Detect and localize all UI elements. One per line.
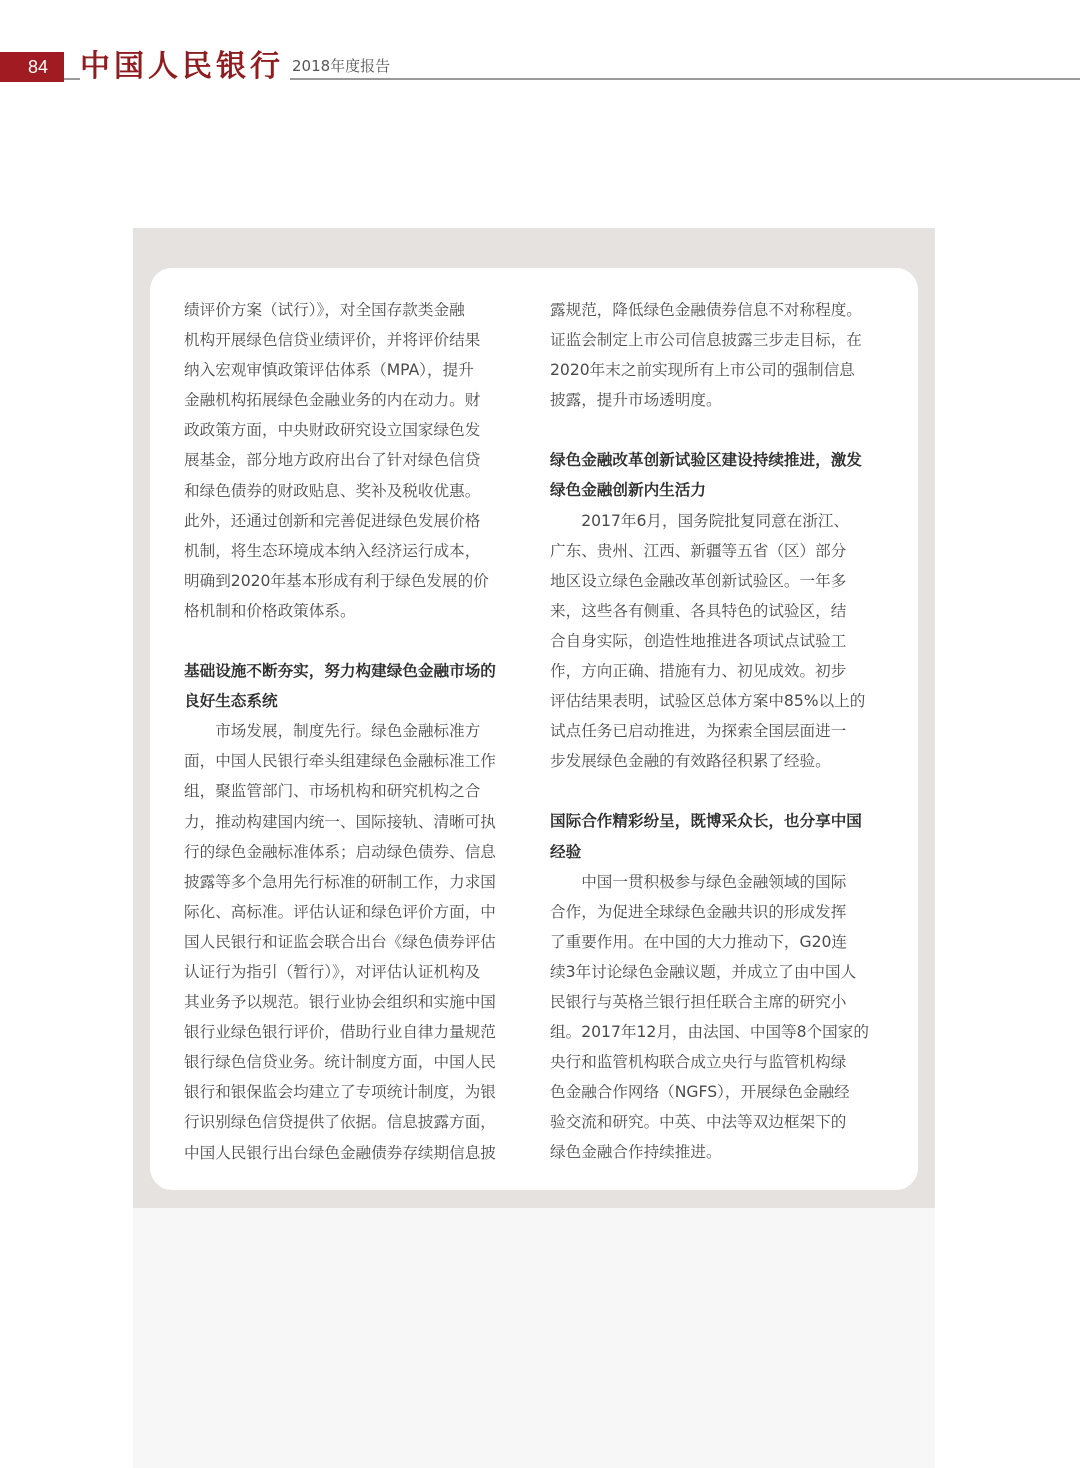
text-line: 试点任务已启动推进，为探索全国层面进一 [550,722,847,741]
right-column [550,295,886,1168]
frame-shadow [133,1208,935,1468]
text-line: 合作，为促进全球绿色金融共识的形成发挥 [550,902,847,921]
text-line: 中国一贯积极参与绿色金融领域的国际 [550,872,847,891]
text-line: 市场发展，制度先行。绿色金融标准方 [184,722,481,741]
text-line: 中国人民银行出台绿色金融债券存续期信息披 [184,1143,496,1162]
text-line: 格机制和价格政策体系。 [184,601,356,620]
heading-line: 国际合作精彩纷呈，既博采众长，也分享中国 [550,812,862,831]
left-column [184,295,520,1168]
text-line: 行的绿色金融标准体系；启动绿色债券、信息 [184,842,496,861]
text-line: 民银行与英格兰银行担任联合主席的研究小 [550,992,847,1011]
text-line: 央行和监管机构联合成立央行与监管机构绿 [550,1053,847,1072]
left-paragraph-1 [184,295,520,626]
text-line: 步发展绿色金融的有效路径积累了经验。 [550,752,831,771]
right-paragraph-3 [550,867,886,1168]
text-line: 其业务予以规范。银行业协会组织和实施中国 [184,993,496,1012]
text-line: 机制，将生态环境成本纳入经济运行成本， [184,541,481,560]
text-line: 面，中国人民银行牵头组建绿色金融标准工作 [184,752,496,771]
text-line: 国人民银行和证监会联合出台《绿色债券评估 [184,932,496,951]
text-line: 披露等多个急用先行标准的研制工作，力求国 [184,872,496,891]
text-line: 2017年6月，国务院批复同意在浙江、 [550,511,850,530]
left-section-heading-1 [184,656,520,716]
text-line: 证监会制定上市公司信息披露三步走目标，在 [550,331,862,350]
spacer [550,776,886,806]
text-line: 了重要作用。在中国的大力推动下，G20连 [550,932,848,951]
right-paragraph-1 [550,295,886,415]
report-title: 2018年度报告 [288,54,394,78]
text-line: 力，推动构建国内统一、国际接轨、清晰可执 [184,812,496,831]
text-line: 绿色金融合作持续推进。 [550,1143,722,1162]
text-line: 机构开展绿色信贷业绩评价，并将评价结果 [184,331,481,350]
heading-line: 绿色金融改革创新试验区建设持续推进，激发 [550,451,862,470]
text-line: 行识别绿色信贷提供了依据。信息披露方面， [184,1113,496,1132]
text-line: 地区设立绿色金融改革创新试验区。一年多 [550,571,847,590]
text-line: 金融机构拓展绿色金融业务的内在动力。财 [184,391,481,410]
text-line: 评估结果表明，试验区总体方案中85%以上的 [550,692,866,711]
text-line: 合自身实际，创造性地推进各项试点试验工 [550,631,847,650]
spacer [184,626,520,656]
text-line: 续3年讨论绿色金融议题，并成立了由中国人 [550,962,857,981]
text-line: 来，这些各有侧重、各具特色的试验区，结 [550,601,847,620]
text-line: 银行和银保监会均建立了专项统计制度，为银 [184,1083,496,1102]
text-line: 际化、高标准。评估认证和绿色评价方面，中 [184,902,496,921]
text-line: 绩评价方案（试行）》，对全国存款类金融 [184,301,465,319]
heading-line: 绿色金融创新内生活力 [550,481,706,500]
text-line: 色金融合作网络（NGFS），开展绿色金融经 [550,1083,850,1102]
text-line: 政政策方面，中央财政研究设立国家绿色发 [184,421,481,440]
heading-line: 基础设施不断夯实，努力构建绿色金融市场的 [184,662,496,681]
text-line: 广东、贵州、江西、新疆等五省（区）部分 [550,541,847,560]
right-paragraph-2 [550,506,886,777]
text-line: 和绿色债券的财政贴息、奖补及税收优惠。 [184,481,481,500]
spacer [550,415,886,445]
text-line: 作，方向正确、措施有力、初见成效。初步 [550,662,847,681]
bank-name-logo: 中国人民银行 [80,48,290,86]
heading-line: 良好生态系统 [184,692,278,711]
text-line: 纳入宏观审慎政策评估体系（MPA），提升 [184,361,474,380]
text-line: 组。2017年12月，由法国、中国等8个国家的 [550,1023,869,1042]
text-line: 银行绿色信贷业务。统计制度方面，中国人民 [184,1053,496,1072]
text-line: 认证行为指引（暂行）》，对评估认证机构及 [184,962,481,981]
right-section-heading-2 [550,806,886,866]
text-line: 此外，还通过创新和完善促进绿色发展价格 [184,511,481,530]
text-line: 银行业绿色银行评价，借助行业自律力量规范 [184,1023,496,1042]
text-line: 露规范，降低绿色金融债券信息不对称程度。 [550,301,862,319]
right-section-heading-1 [550,445,886,505]
heading-line: 经验 [550,842,582,861]
left-paragraph-2 [184,716,520,1167]
text-line: 2020年末之前实现所有上市公司的强制信息 [550,361,855,380]
page-number: 84 [28,57,49,77]
text-line: 验交流和研究。中英、中法等双边框架下的 [550,1113,847,1132]
text-line: 组，聚监管部门、市场机构和研究机构之合 [184,782,481,801]
text-line: 披露，提升市场透明度。 [550,391,722,410]
text-line: 展基金，部分地方政府出台了针对绿色信贷 [184,451,481,470]
text-line: 明确到2020年基本形成有利于绿色发展的价 [184,571,489,590]
